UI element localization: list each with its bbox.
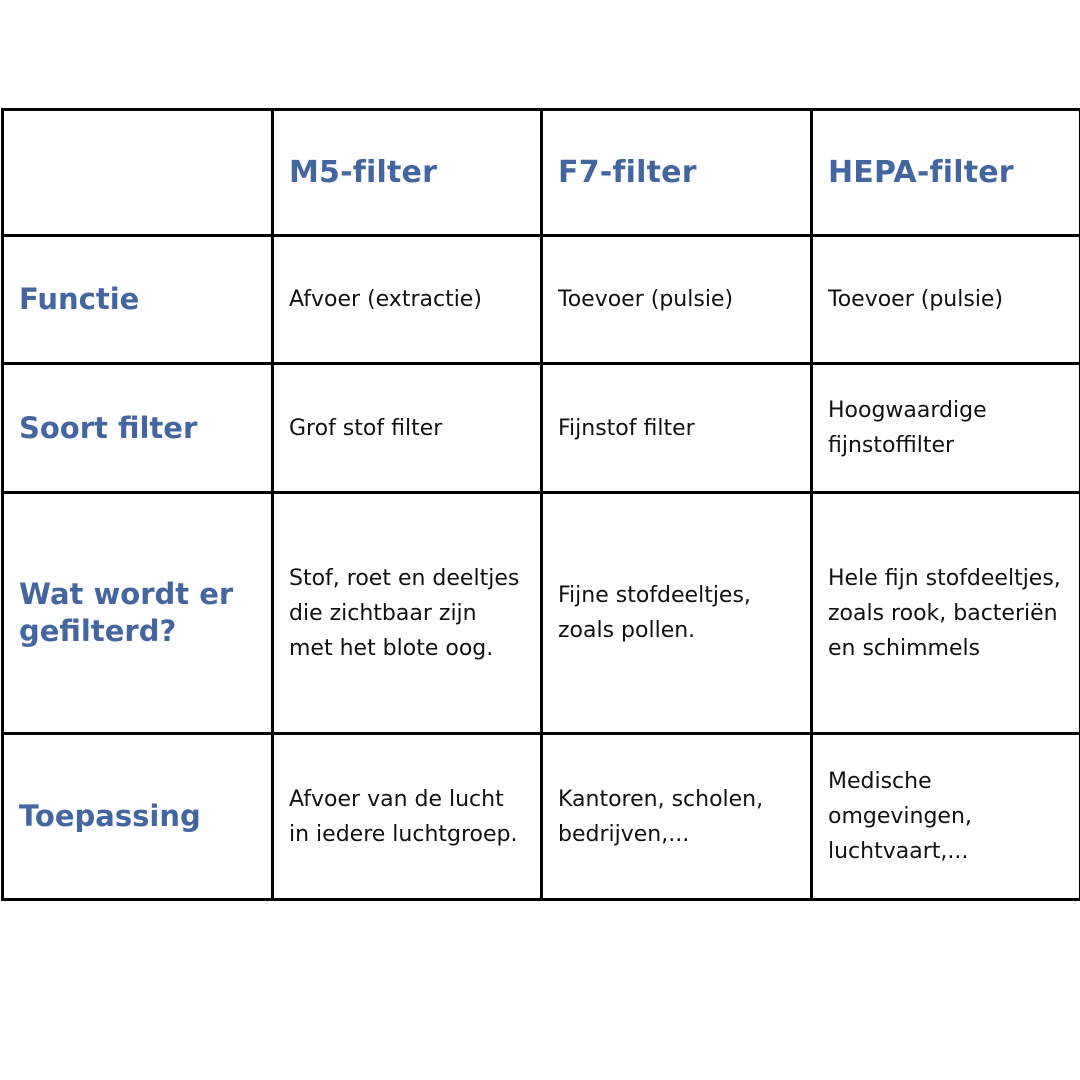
cell-text: Toevoer (pulsie) (828, 287, 1004, 312)
table-cell (812, 364, 1080, 493)
cell-text: Medische omgevingen, luchtvaart,... (828, 769, 972, 864)
column-header-label: HEPA-filter (828, 154, 1014, 190)
row-label: Soort filter (19, 410, 198, 445)
corner-cell (3, 110, 273, 236)
table-cell (542, 364, 812, 493)
table-cell (812, 734, 1080, 900)
table-cell (812, 493, 1080, 734)
row-label: Toepassing (19, 799, 201, 834)
cell-text: Fijnstof filter (558, 415, 695, 441)
table-row-functie (3, 236, 1080, 364)
cell-text: Kantoren, scholen, bedrijven,... (558, 786, 764, 847)
table-header-row (3, 110, 1080, 236)
table-cell (542, 734, 812, 900)
cell-text: Afvoer (extractie) (289, 287, 482, 312)
table-cell (542, 493, 812, 734)
row-header-cell (3, 364, 273, 493)
table-cell (542, 236, 812, 364)
cell-text: Hoogwaardige fijnstoffilter (828, 398, 987, 458)
cell-text: Grof stof filter (289, 415, 443, 441)
cell-text: Toevoer (pulsie) (558, 287, 734, 312)
table-row-toepassing (3, 734, 1080, 900)
row-header-cell (3, 493, 273, 734)
table-cell (273, 236, 542, 364)
column-header-label: M5-filter (289, 154, 438, 190)
table-cell (273, 364, 542, 493)
table-cell (812, 236, 1080, 364)
column-header-label: F7-filter (558, 154, 697, 190)
table-row-wat-wordt-er-gefilterd (3, 493, 1080, 734)
column-header-f7 (542, 110, 812, 236)
table-cell (273, 734, 542, 900)
column-header-m5 (273, 110, 542, 236)
row-label: Wat wordt er gefilterd? (19, 577, 234, 648)
table-cell (273, 493, 542, 734)
row-label: Functie (19, 282, 140, 317)
cell-text: Afvoer van de lucht in iedere luchtgroep. (289, 786, 518, 847)
cell-text: Stof, roet en deeltjes die zichtbaar zijn met het blote oog. (289, 565, 520, 661)
cell-text: Fijne stofdeeltjes, zoals pollen. (558, 583, 751, 643)
cell-text: Hele fijn stofdeeltjes, zoals rook, bacteriën en schimmels (828, 565, 1061, 661)
row-header-cell (3, 236, 273, 364)
filter-comparison-table (1, 108, 1080, 901)
column-header-hepa (812, 110, 1080, 236)
table-row-soort-filter (3, 364, 1080, 493)
row-header-cell (3, 734, 273, 900)
